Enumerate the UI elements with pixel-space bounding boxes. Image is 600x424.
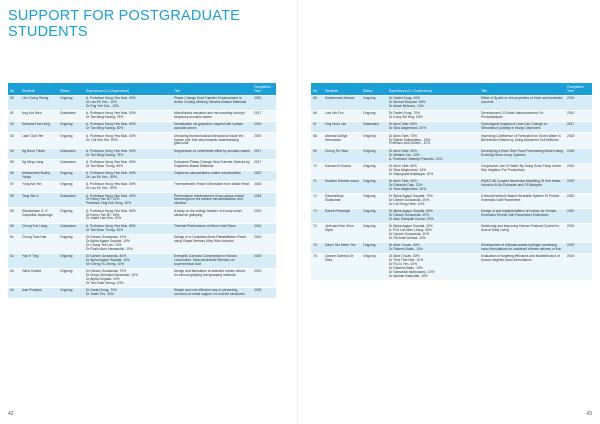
cell-status: Ongoing: [361, 193, 387, 208]
cell-year: 2019: [252, 268, 276, 287]
cell-year: 2018: [252, 182, 276, 193]
cell-year: 2020: [252, 170, 276, 181]
page-number-right: 43: [586, 411, 592, 417]
table-row: [8, 122, 276, 133]
header-students: Students: [20, 83, 58, 96]
table-row: [311, 111, 592, 122]
cell-no: 66: [311, 111, 323, 122]
table-row: [8, 182, 276, 193]
page-title: SUPPORT FOR POSTGRADUATE STUDENTS: [8, 8, 240, 40]
cell-student: Talha Shahid: [20, 268, 58, 287]
cell-title: Design of and Implementation of Indices for Human Kinematic/ Kinetic Gait Parameters Estimation: [479, 208, 565, 223]
cell-title: Microfluidics actuation and microcooling via high frequency acoustic waves: [172, 111, 252, 122]
cell-student: Low Hin Foo: [323, 111, 361, 122]
cell-status: Ongoing: [58, 287, 84, 298]
cell-title: Monitoring and Improving Human Postural Control for Acts of Daily Living: [479, 224, 565, 243]
cell-supervisors: Dr Daniel Kong- 70% Dr Kong Siti Ying- 20%: [387, 111, 479, 122]
cell-year: 2017: [252, 111, 276, 122]
cell-no: 74: [311, 224, 323, 243]
cell-title: Phase-Change Heat Transfer Enhancement in Active Cooling Utilizing Vibration-Based Materials: [172, 96, 252, 111]
table-row: [8, 208, 276, 223]
cell-supervisors: A. Professor Hung Yew Mun- 50% Dr Tan Ming Kwang- 75%: [84, 148, 172, 159]
cell-year: 2019: [565, 111, 592, 122]
cell-supervisors: A. Professor Hung Yew Mun- 50% Dr Tan Ming Kwang- 50%: [84, 122, 172, 133]
cell-title: SWAT-Gill Coupled Numerical Modelling Of Sea Water Intrusion At An Estuaries and Of Malaysia: [479, 178, 565, 193]
cell-title: Suppression of Leidenfrost effect by acoustic waves: [172, 148, 252, 159]
cell-year: 2019: [565, 96, 592, 111]
header-students: Students: [323, 83, 361, 96]
cell-title: Development Of Oxide Nanostructures For Photocatalysts: [479, 111, 565, 122]
cell-student: Muhammad Shafiq Yahya: [20, 170, 58, 181]
header-supervisors: Supervisors (Co-Supervisors): [84, 83, 172, 96]
cell-student: Lake Chai Yee: [20, 133, 58, 148]
cell-status: Graduated: [58, 223, 84, 234]
cell-title: Effect of fly ash on the properties of fresh and hardened concrete: [479, 96, 565, 111]
cell-year: 2016: [252, 223, 276, 234]
cell-title: Hydrological Impacts of Land Use Change on Streamflow Quantity in Klang Catchment: [479, 122, 565, 133]
cell-no: 58: [8, 193, 20, 208]
table-row: [311, 193, 592, 208]
table-row: [311, 208, 592, 223]
cell-supervisors: A. Professor Hung Yew Mun- 80% Dr Tan Boon Thong- 20%: [84, 223, 172, 234]
table-row: [8, 159, 276, 170]
cell-student: Edmund Hua Hong: [20, 122, 58, 133]
cell-status: Ongoing: [58, 170, 84, 181]
cell-year: 2020: [565, 208, 592, 223]
cell-student: Kamran B Sooma: [323, 163, 361, 178]
cell-student: Chong Fun Liang: [20, 223, 58, 234]
cell-no: 55: [8, 159, 20, 170]
page-number-left: 42: [8, 411, 14, 417]
cell-title: Evaluation of targeting efficacies and biodistribution of tumour targeted nano-formulations: [479, 254, 565, 280]
cell-title: Conjunctive Use Of Water By Using Solar Pump Under Drip Irrigation For Productivity: [479, 163, 565, 178]
cell-no: 60: [8, 223, 20, 234]
right-students-table: [311, 83, 592, 280]
cell-status: Ongoing: [58, 96, 84, 111]
cell-title: Graphene-nanoparticles coated microbubbles: [172, 170, 252, 181]
cell-supervisors: A. Professor Hung Yew Mun- 50% Dr Tan Boon Thong- 50%: [84, 159, 172, 170]
cell-year: 2019: [565, 178, 592, 193]
cell-status: Ongoing: [58, 253, 84, 268]
cell-year: 2017: [565, 122, 592, 133]
table-row: [8, 96, 276, 111]
cell-student: Jeshuah Khor Zhen Siyen: [323, 224, 361, 243]
cell-student: Ng Ming Liang: [20, 159, 58, 170]
cell-no: 54: [8, 148, 20, 159]
cell-title: Thermoelectric Power Generation from Waste Heat: [172, 182, 252, 193]
header-status: Status: [58, 83, 84, 96]
cell-title: Performance enhancement of two-phase closed thermosyphon via surface functionalization and vibration: [172, 193, 252, 208]
cell-no: 70: [311, 163, 323, 178]
cell-title: Unlocking biomechanical interactions inside the human eye: first step towards understanding glaucoma: [172, 133, 252, 148]
table-row: [311, 243, 592, 254]
table-row: [8, 268, 276, 287]
table-row: [8, 133, 276, 148]
cell-year: 2020: [252, 96, 276, 111]
cell-year: 2019: [252, 208, 276, 223]
table-header-row: [311, 83, 592, 96]
right-table-body: [311, 96, 592, 281]
header-status: Status: [361, 83, 387, 96]
cell-no: 75: [311, 243, 323, 254]
cell-student: Tong Wei Li: [20, 193, 58, 208]
cell-status: Ongoing: [58, 133, 84, 148]
cell-supervisors: Dr Alpha Agape Gopalai- 60% Dr Darwin Gouwanda- 20% Dr Alan Gampath Kumar- 20%: [387, 208, 479, 223]
cell-supervisors: Dr Amin Talei- 50% Dr Edwardo Daly- 20% Dr Sina Alaghmand- 30%: [387, 178, 479, 193]
table-row: [8, 148, 276, 159]
cell-status: Ongoing: [361, 243, 387, 254]
cell-student: Yong Kai Yen: [20, 182, 58, 193]
cell-supervisors: Dr Alice Chuah- 50% Dr Thet Thet Htar- 10% Dr Ru Jo Yen- 10% Dr Rakesh Naidu- 10% Dr Samasasi Muthusamy- 10% Dr Aashan Nasrullah- 10%: [387, 254, 479, 280]
cell-student: Hossein Danesh-mand: [323, 178, 361, 193]
cell-title: Design of a Compliant Ankle Rehabilitation Robot using Shape Memory Alloy Wire Actuator: [172, 234, 252, 253]
cell-year: 2018: [252, 193, 276, 208]
cell-status: Graduated: [58, 111, 84, 122]
cell-no: 64: [8, 287, 20, 298]
table-row: [311, 122, 592, 133]
cell-title: Developing a Real-Time Flood Forecasting Model Using Evolving Neuro-fuzzy Systems: [479, 148, 565, 163]
cell-student: Yap Yi Ting: [20, 253, 58, 268]
cell-supervisors: Dr Darwin Gouwanda- 80% Dr Alpha Agape Gopalai- 10% Mr Cheng Yu Zheng- 10%: [84, 253, 172, 268]
cell-status: Graduated: [58, 148, 84, 159]
table-row: [311, 96, 592, 111]
cell-supervisors: Dr Amin Talei- 70% Dr Babak Salamatinia - 15% Professor Ana Deletic - 10%: [387, 133, 479, 148]
cell-status: Ongoing: [58, 208, 84, 223]
cell-supervisors: Dr Amin Talei- 60% Dr Sina Alaghmand- 20%: [387, 122, 479, 133]
cell-no: 73: [311, 208, 323, 223]
cell-supervisors: Dr Alpha Agape Gopalai- 70% Dr Darwin Gouwanda- 20% Dr Lim Hong Hiew- 10%: [387, 193, 479, 208]
cell-no: 52: [8, 122, 20, 133]
cell-student: Hewavesam G. K. Gayantha Jayatunga: [20, 208, 58, 223]
cell-status: Ongoing: [361, 111, 387, 122]
cell-student: Mohammad Zamani: [323, 96, 361, 111]
cell-no: 62: [8, 253, 20, 268]
cell-supervisors: Dr Amin Talei- 50% Dr Sina Alaghmand- 10% Dr Sarjugopal Anjalappa- 10%: [387, 163, 479, 178]
cell-status: Ongoing: [361, 178, 387, 193]
cell-year: 2019: [565, 224, 592, 243]
cell-supervisors: A. Professor Hung Yew Mun- 40% Dr Kenny Tan BT- 20% Professor Ong Kok Seng- 30%: [84, 193, 172, 208]
cell-status: Ongoing: [361, 224, 387, 243]
cell-supervisors: Dr Daniel Kong- 40% Dr Ahmad Mousavi- 50% Dr Arash Behrooz- 10%: [387, 96, 479, 111]
left-table-body: [8, 96, 276, 298]
cell-supervisors: A. Professor Hung Yew Mun- 50% Dr Tan Ming Kwang- 75%: [84, 111, 172, 122]
cell-student: Ang Kar Wen: [20, 111, 58, 122]
left-students-table: [8, 83, 276, 298]
cell-no: 67: [311, 122, 323, 133]
cell-year: 2019: [252, 122, 276, 133]
cell-year: 2017: [252, 159, 276, 170]
cell-title: Design and fabrication of assistive robotic device for various gripping and grasping methods: [172, 268, 252, 287]
cell-student: Ivan Pradipta: [20, 287, 58, 298]
cell-no: 76: [311, 254, 323, 280]
cell-status: Ongoing: [58, 234, 84, 253]
cell-title: Desalination via graphene coupled with surface acoustic waves: [172, 122, 252, 133]
header-supervisors: Supervisors (Co-Supervisors): [387, 83, 479, 96]
header-no: No: [8, 83, 20, 96]
header-no: No: [311, 83, 323, 96]
cell-student: Ardevan Aditya Hermawan: [323, 133, 361, 148]
page-gutter: [297, 0, 298, 424]
header-completion-year: Completion Year: [565, 83, 592, 96]
cell-supervisors: A. Professor Hung Yew Mun- 50% Dr Kenny Tan BT- 60% Dr Justin Lian Kim- 20%: [84, 208, 172, 223]
cell-status: Graduated: [58, 159, 84, 170]
cell-supervisors: A. Professor Hung Yew Mun- 50% Dr Lau Ee Von - 50%: [84, 182, 172, 193]
cell-supervisors: Dr Alice Chuah- 60% Dr Rakesh Naidu- 10%: [387, 243, 479, 254]
cell-supervisors: Dr Daniel Kong- 70% Dr Justin Teo- 30%: [84, 287, 172, 298]
cell-year: 2019: [565, 163, 592, 178]
table-row: [311, 163, 592, 178]
table-row: [8, 287, 276, 298]
cell-status: Ongoing: [361, 163, 387, 178]
table-row: [311, 254, 592, 280]
cell-year: 2019: [252, 234, 276, 253]
cell-no: 59: [8, 208, 20, 223]
header-title: Title: [172, 83, 252, 96]
cell-student: Daryn Tan Meen Yee: [323, 243, 361, 254]
cell-supervisors: A. Professor Hung Yew Mun- 50% Dr. Ooi Ean Hin- 50%: [84, 133, 172, 148]
cell-status: Graduated: [58, 193, 84, 208]
cell-no: 68: [311, 133, 323, 148]
cell-year: 2018: [565, 148, 592, 163]
cell-student: Chong Tik Yean: [323, 148, 361, 163]
cell-title: Improving Confidence of Forecast from Storm Water in Bioretention Basins by Using Adsorbent Soil Mixtures: [479, 133, 565, 148]
cell-student: Saravanthya Sivakumar: [323, 193, 361, 208]
cell-title: Development of chitosan-based hydrogel containing nano-formulations for sustained release delivery of iron: [479, 243, 565, 254]
cell-no: 51: [8, 111, 20, 122]
cell-year: 2017: [252, 148, 276, 159]
cell-status: Ongoing: [361, 148, 387, 163]
cell-no: 72: [311, 193, 323, 208]
cell-supervisors: Dr Alpha Agape Gopalai- 40% A. Prof Lun Wen Leong- 30% Dr Darwin Gouwanda- 10% Dr SB Amiri Ahmad- 10%: [387, 224, 479, 243]
table-row: [8, 234, 276, 253]
cell-year: 2018: [252, 287, 276, 298]
table-row: [311, 133, 592, 148]
cell-no: 71: [311, 178, 323, 193]
cell-no: 56: [8, 170, 20, 181]
cell-no: 57: [8, 182, 20, 193]
cell-student: Ng Boon Thiam: [20, 148, 58, 159]
table-row: [8, 111, 276, 122]
cell-student: Leanne Sabrina De Silva: [323, 254, 361, 280]
cell-supervisors: Dr Amin Talei- 50% Dr Melanie Ooi- 10% A. Professor Valentijn Pauwels- 10%: [387, 148, 479, 163]
table-row: [311, 148, 592, 163]
table-row: [8, 223, 276, 234]
cell-status: Ongoing: [58, 182, 84, 193]
cell-no: 53: [8, 133, 20, 148]
cell-status: Ongoing: [58, 122, 84, 133]
table-header-row: [8, 83, 276, 96]
cell-supervisors: A. Professor Hung Yew Mun- 50% Dr Lau Ee Von - 10% Dr Eng Yee Kok - 10%: [84, 96, 172, 111]
cell-title: A Neural Network Based Wearable System To Predict Kinematic Gait Parameters: [479, 193, 565, 208]
cell-year: 2020: [565, 193, 592, 208]
cell-year: 2019: [252, 253, 276, 268]
cell-year: 2018: [565, 133, 592, 148]
cell-year: 2019: [565, 254, 592, 280]
cell-status: Ongoing: [361, 133, 387, 148]
cell-no: 63: [8, 268, 20, 287]
cell-status: Graduated: [361, 122, 387, 133]
cell-title: Enhanced Phase-Change Heat Transfer Devices by Graphene-Based Materials: [172, 159, 252, 170]
table-row: [311, 224, 592, 243]
header-completion-year: Completion Year: [252, 83, 276, 96]
cell-title: A study on the energy transfer of a body under ultrasonic galloping: [172, 208, 252, 223]
table-row: [311, 178, 592, 193]
cell-supervisors: Dr Darwin Gouwanda- 70% Dr Alpha Agape Gopalai- 10% Dr Chong Yee Lee- 10% Dr Ruslin Amir Hawaazbin- 10%: [84, 234, 172, 253]
cell-student: Ong Hoon Lim: [323, 122, 361, 133]
cell-no: 69: [311, 148, 323, 163]
cell-supervisors: Dr Darwin Gouwanda- 70% Dr Surya Girinatha Nurzaman- 10% Dr Alpha Gopalai- 10% Dr Tan Kuan Kheng- 10%: [84, 268, 172, 287]
cell-student: Chong Tiaw Hau: [20, 234, 58, 253]
cell-status: Ongoing: [361, 96, 387, 111]
cell-no: 61: [8, 234, 20, 253]
cell-title: Energetic Cost and Compromise in Human Locomotion: Musculoskeletal Stimulus on Asymmetrical Gait: [172, 253, 252, 268]
table-row: [8, 193, 276, 208]
cell-student: Saeed Pezeshgh: [323, 208, 361, 223]
cell-no: 50: [8, 96, 20, 111]
cell-title: Simple and cost effective way of preventing corrosion of metal support in concrete structures: [172, 287, 252, 298]
cell-student: Lim Chong Sheng: [20, 96, 58, 111]
header-title: Title: [479, 83, 565, 96]
table-row: [8, 253, 276, 268]
cell-year: 2019: [252, 133, 276, 148]
cell-status: Ongoing: [58, 268, 84, 287]
cell-status: Ongoing: [361, 208, 387, 223]
cell-year: 2019: [565, 243, 592, 254]
cell-status: Ongoing: [361, 254, 387, 280]
cell-title: Thermal Performance of Micro Heat Pipes: [172, 223, 252, 234]
table-row: [8, 170, 276, 181]
cell-no: 65: [311, 96, 323, 111]
cell-supervisors: A. Professor Hung Yew Mun- 50% Dr Lau Ee Von - 50%: [84, 170, 172, 181]
